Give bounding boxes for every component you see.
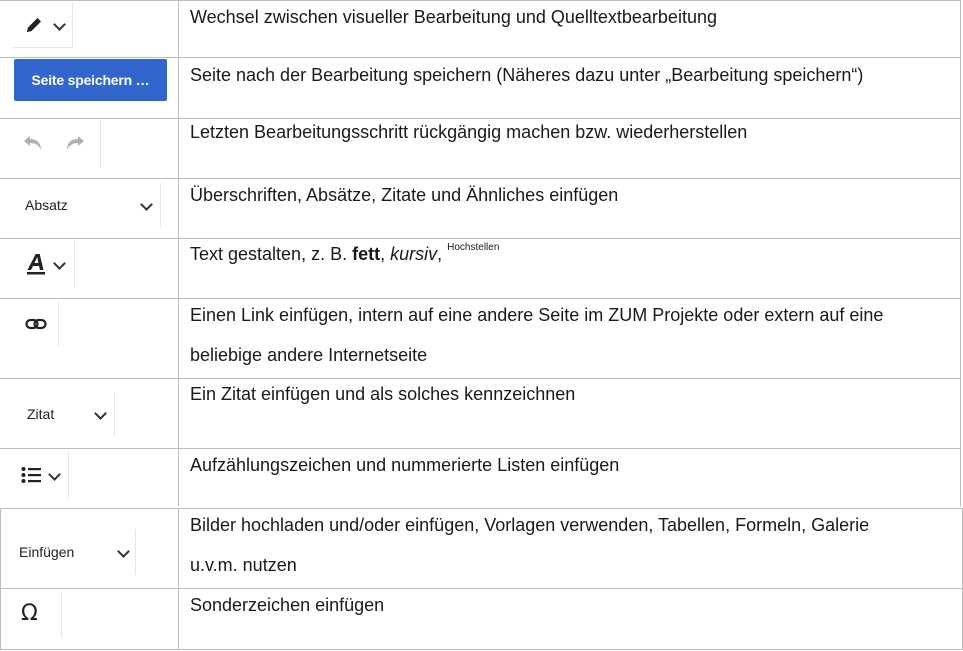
- undo-redo-group: [13, 121, 101, 167]
- chevron-down-icon: [48, 468, 61, 481]
- list-dropdown[interactable]: [13, 452, 69, 498]
- bulleted-list-icon: [21, 466, 43, 484]
- undo-icon[interactable]: [22, 134, 44, 152]
- row-description: Aufzählungszeichen und nummerierte Listen einfügen: [190, 455, 620, 475]
- link-icon: [25, 315, 47, 333]
- column-divider: [178, 508, 179, 650]
- redo-icon[interactable]: [64, 134, 86, 152]
- table-border: [960, 0, 961, 506]
- pencil-icon: [24, 15, 44, 35]
- special-characters-button[interactable]: [6, 592, 62, 638]
- row-description: Sonderzeichen einfügen: [190, 595, 385, 615]
- column-divider: [178, 0, 179, 506]
- insert-dropdown[interactable]: [6, 529, 136, 575]
- row-description: Bilder hochladen und/oder einfügen, Vorlagen verwenden, Tabellen, Formeln, Galerie u.v.m. nutzen: [190, 515, 870, 575]
- chevron-down-icon: [94, 407, 107, 420]
- row-description: Überschriften, Absätze, Zitate und Ähnliches einfügen: [190, 185, 619, 205]
- edit-mode-dropdown[interactable]: [13, 2, 73, 48]
- text-style-icon: [26, 252, 46, 276]
- row-description: Einen Link einfügen, intern auf eine andere Seite im ZUM Projekte oder extern auf eine beliebige andere Internetseite: [190, 305, 884, 365]
- row-description: Seite nach der Bearbeitung speichern (Näheres dazu unter „Bearbeitung speichern“): [190, 65, 864, 85]
- dropdown-label: Absatz: [25, 197, 68, 213]
- chevron-down-icon: [140, 198, 153, 211]
- chevron-down-icon: [53, 18, 66, 31]
- text-style-dropdown[interactable]: [13, 241, 75, 287]
- table-border: [0, 649, 963, 650]
- row-description: Wechsel zwischen visueller Bearbeitung und Quelltextbearbeitung: [190, 7, 717, 27]
- quote-dropdown[interactable]: [15, 392, 115, 436]
- table-border: [0, 508, 1, 650]
- paragraph-format-dropdown[interactable]: [13, 183, 161, 227]
- link-button[interactable]: [13, 302, 59, 346]
- chevron-down-icon: [53, 257, 66, 270]
- save-page-button[interactable]: Seite speichern …: [14, 59, 167, 101]
- row-description: Text gestalten, z. B. fett, kursiv, $^{Hochstellen}$: [190, 242, 500, 264]
- dropdown-label: Einfügen: [19, 544, 75, 560]
- omega-icon: Ω: [21, 601, 38, 626]
- dropdown-label: Zitat: [27, 406, 55, 422]
- chevron-down-icon: [117, 545, 130, 558]
- row-description: Ein Zitat einfügen und als solches kennzeichnen: [190, 384, 576, 404]
- row-description: Letzten Bearbeitungsschritt rückgängig machen bzw. wiederherstellen: [190, 122, 748, 142]
